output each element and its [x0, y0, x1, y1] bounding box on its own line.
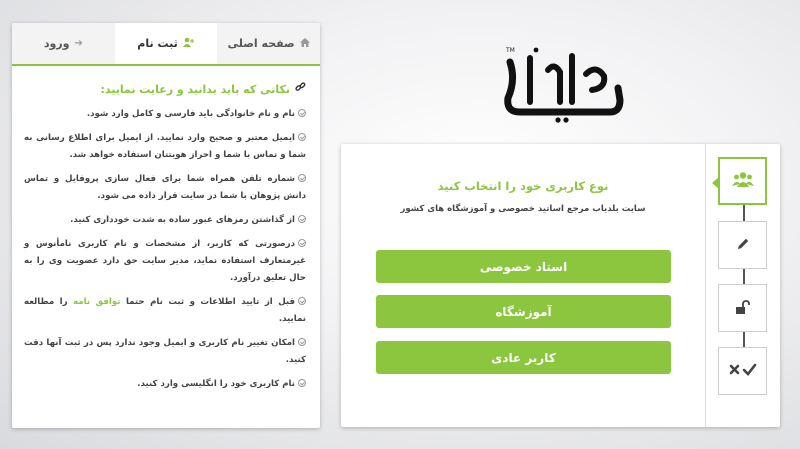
check-circle-icon [298, 133, 306, 141]
user-type-panel [341, 144, 780, 427]
check-circle-icon [298, 379, 306, 387]
home-icon [300, 38, 310, 50]
rule-item: نام و نام خانوادگی باید فارسی و کامل وارد شود. [24, 106, 306, 123]
agreement-link[interactable]: توافق نامه [73, 297, 121, 307]
step-password[interactable] [718, 284, 767, 332]
tab-login[interactable] [12, 23, 115, 64]
rule-item: شماره تلفن همراه شما برای فعال سازی پروفایل و تماس دانش پژوهان با شما در سایت قرار داده می شود. [24, 174, 306, 201]
rule-item: از گذاشتن رمزهای عبور ساده به شدت خودداری کنید. [24, 212, 306, 229]
user-plus-icon [183, 37, 195, 50]
steps-bar [705, 144, 780, 427]
institute-button[interactable]: آموزشگاه [376, 295, 671, 328]
rules-title: نکاتی که باید بدانید و رعایت نمایید: [24, 82, 306, 96]
active-step-arrow [712, 177, 719, 189]
users-icon [732, 171, 754, 191]
pencil-icon [736, 236, 750, 255]
user-type-content [341, 144, 705, 427]
check-cross-icon [729, 362, 757, 381]
regular-user-button[interactable]: کاربر عادی [376, 341, 671, 374]
unlock-icon [735, 299, 751, 318]
link-icon [295, 82, 306, 96]
rule-item-agreement: قبل از تایید اطلاعات و ثبت نام حتما توافق نامه را مطالعه نمایید. [24, 297, 306, 324]
rule-item: درصورتی که کاربر، از مشخصات و نام کاربری نامأنوس و غیرمتعارف استفاده نماید، مدیر سایت حق دارد عضویت وی را به حال تعلیق درآورد. [24, 239, 306, 283]
step-confirm[interactable] [718, 347, 767, 395]
step-user-type[interactable] [718, 157, 767, 205]
tab-bar [12, 23, 320, 66]
tab-label-register: ثبت نام [137, 37, 178, 50]
tab-label-home: صفحه اصلی [227, 37, 295, 50]
svg-text:TM: TM [506, 47, 515, 54]
check-circle-icon [298, 174, 306, 182]
check-circle-icon [298, 215, 306, 223]
rules-list [12, 66, 320, 393]
tab-home[interactable] [217, 23, 320, 64]
tab-label-login: ورود [43, 37, 70, 50]
rule-item: ایمیل معتبر و صحیح وارد نمایید. از ایمیل برای اطلاع رسانی به شما و تماس با شما و احراز هویتتان استفاده خواهد شد. [24, 133, 306, 160]
rule-item: نام کاربری خود را انگلیسی وارد کنید. [24, 376, 306, 393]
rules-panel [12, 23, 320, 428]
site-logo[interactable] [500, 40, 625, 125]
sign-in-icon: ➔ [74, 38, 83, 49]
rule-item: امکان تغییر نام کاربری و ایمیل وجود ندارد پس در ثبت آنها دقت کنید. [24, 338, 306, 365]
tab-register[interactable] [115, 23, 218, 64]
user-type-title: نوع کاربری خود را انتخاب کنید [437, 179, 609, 193]
check-circle-icon [298, 338, 306, 346]
check-circle-icon [298, 109, 306, 117]
private-teacher-button[interactable]: استاد خصوصی [376, 250, 671, 283]
user-type-subtitle: سایت بلدیاب مرجع اساتید خصوصی و آموزشگاه های کشور [400, 204, 646, 214]
step-details[interactable] [718, 221, 767, 269]
check-circle-icon [298, 297, 306, 305]
check-circle-icon [298, 239, 306, 247]
